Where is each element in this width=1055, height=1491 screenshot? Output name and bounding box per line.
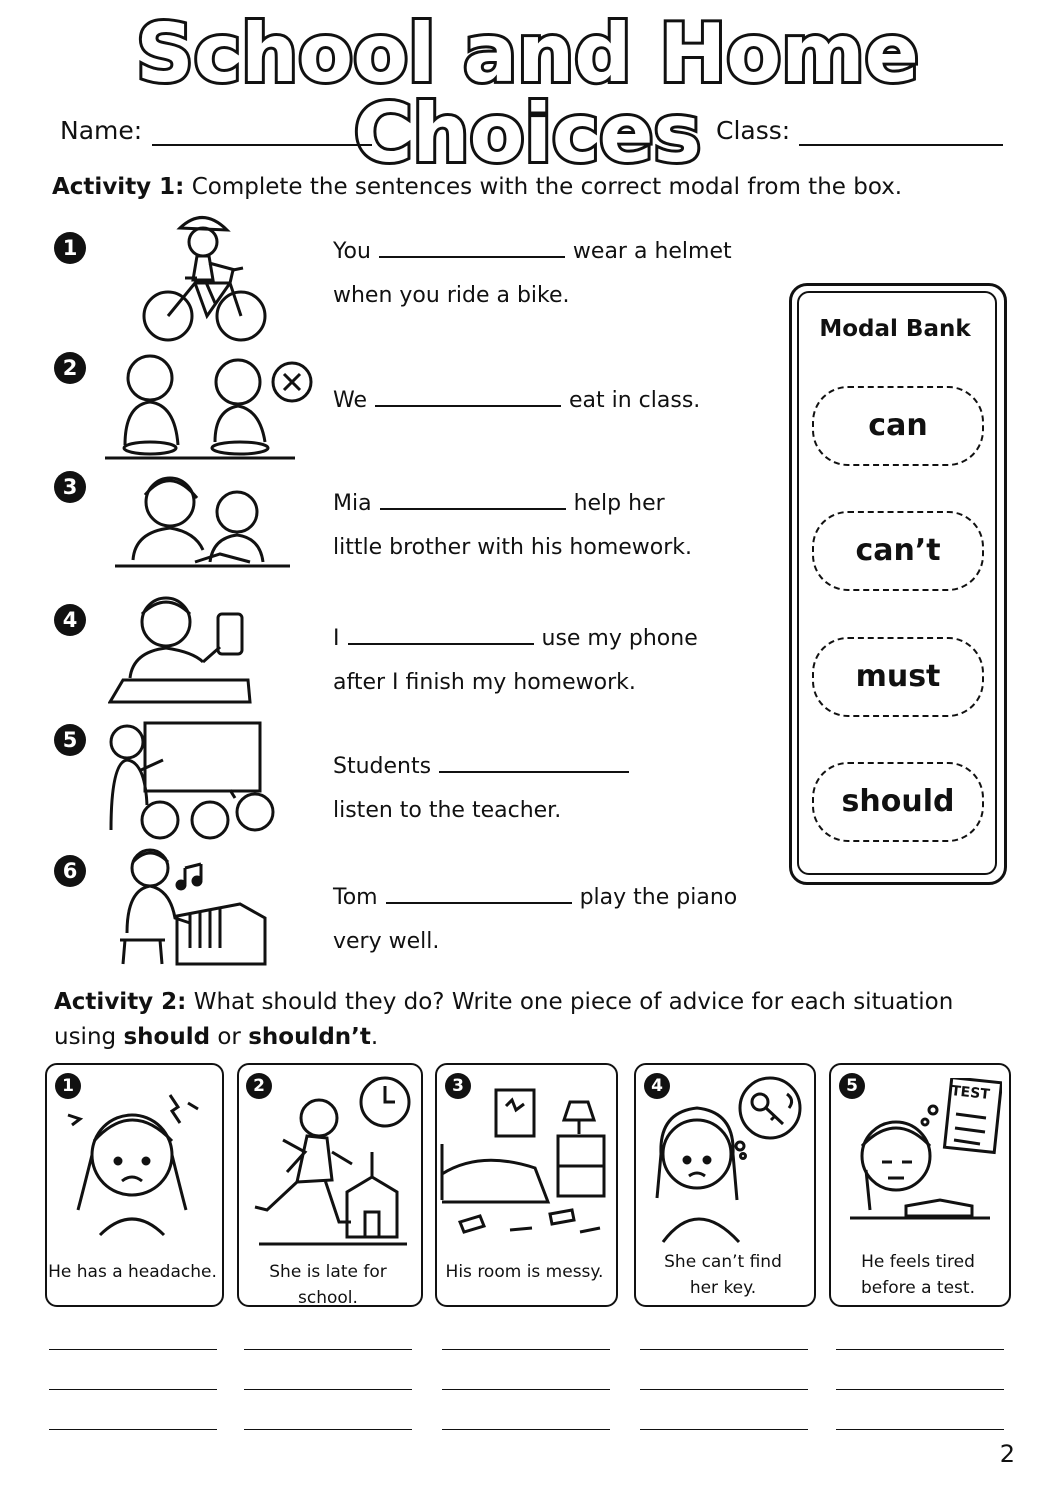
sentence-6 (333, 876, 737, 964)
child-riding-bike-icon (135, 208, 270, 343)
modal-word-must[interactable]: must (812, 637, 984, 717)
answer-blank[interactable] (379, 234, 565, 258)
writing-line[interactable] (49, 1389, 217, 1390)
boy-playing-piano-icon (115, 848, 270, 966)
girl-helping-brother-icon (115, 470, 290, 570)
card-number: 1 (55, 1073, 81, 1099)
item-number: 4 (54, 604, 86, 636)
activity2-instruction-part: . (370, 1024, 379, 1050)
item-number: 6 (54, 855, 86, 887)
messy-room-icon (440, 1082, 610, 1247)
answer-blank[interactable] (380, 486, 566, 510)
sentence-text: Students (333, 754, 432, 779)
keyword-should: should (123, 1024, 211, 1050)
writing-line[interactable] (244, 1349, 412, 1350)
sentence-5 (333, 745, 637, 833)
page-title: School and Home Choices (136, 7, 919, 180)
sentence-3 (333, 482, 692, 570)
sentence-text: Tom (333, 885, 378, 910)
card-caption (634, 1249, 812, 1301)
sentence-text: use my phone (541, 626, 698, 651)
answer-blank[interactable] (439, 749, 629, 773)
sentence-text: I (333, 626, 340, 651)
writing-line[interactable] (49, 1429, 217, 1430)
girl-running-late-icon (247, 1072, 412, 1247)
teacher-and-students-icon (105, 720, 280, 845)
keyword-shouldnt: shouldn’t (248, 1024, 371, 1050)
card-caption-line: She can’t find (664, 1252, 782, 1272)
writing-line[interactable] (640, 1429, 808, 1430)
test-paper-label: TEST (950, 1083, 991, 1103)
sentence-text: little brother with his homework. (333, 535, 693, 560)
answer-blank[interactable] (375, 383, 561, 407)
card-number: 3 (445, 1073, 471, 1099)
sentence-text: You (333, 239, 371, 264)
sentence-text: help her (573, 491, 665, 516)
activity1-instruction: Complete the sentences with the correct modal from the box. (191, 174, 903, 200)
writing-line[interactable] (836, 1429, 1004, 1430)
activity2-instruction-part: using (54, 1024, 124, 1050)
writing-line[interactable] (49, 1349, 217, 1350)
sentence-text: after I finish my homework. (333, 670, 636, 695)
sentence-1 (333, 230, 732, 318)
card-caption: She is late for school. (269, 1262, 387, 1308)
item-number: 3 (54, 471, 86, 503)
writing-line[interactable] (640, 1389, 808, 1390)
activity1-label: Activity 1: (52, 174, 185, 200)
writing-line[interactable] (442, 1349, 610, 1350)
page-number: 2 (999, 1440, 1015, 1468)
item-number: 5 (54, 724, 86, 756)
writing-line[interactable] (836, 1389, 1004, 1390)
card-caption-line: before a test. (861, 1278, 975, 1298)
children-eating-icon (100, 350, 315, 462)
sentence-text: very well. (333, 929, 440, 954)
activity2-heading (54, 985, 953, 1055)
card-caption (829, 1249, 1007, 1301)
boy-with-phone-icon (108, 592, 253, 707)
card-number: 5 (839, 1073, 865, 1099)
name-field[interactable] (152, 144, 372, 146)
writing-line[interactable] (640, 1349, 808, 1350)
activity1-heading (52, 174, 902, 200)
modal-word-cant[interactable]: can’t (812, 511, 984, 591)
writing-line[interactable] (442, 1429, 610, 1430)
writing-line[interactable] (244, 1389, 412, 1390)
card-caption: His room is messy. (445, 1262, 604, 1282)
card-number: 2 (246, 1073, 272, 1099)
card-caption-line: He feels tired (861, 1252, 975, 1272)
sentence-text: eat in class. (569, 388, 701, 413)
sentence-text: listen to the teacher. (333, 798, 562, 823)
card-number: 4 (644, 1073, 670, 1099)
sentence-text: wear a helmet (572, 239, 732, 264)
activity2-instruction: What should they do? Write one piece of advice for each situation (193, 989, 954, 1015)
modal-bank-title: Modal Bank (819, 316, 971, 342)
answer-blank[interactable] (348, 621, 534, 645)
class-label: Class: (716, 116, 791, 145)
activity2-instruction-part: or (210, 1024, 249, 1050)
tired-boy-test-icon (840, 1078, 1002, 1246)
name-label: Name: (60, 116, 143, 145)
sentence-4 (333, 617, 698, 705)
sentence-2 (333, 379, 700, 423)
sentence-text: Mia (333, 491, 372, 516)
item-number: 2 (54, 352, 86, 384)
boy-headache-icon (60, 1085, 205, 1245)
writing-line[interactable] (244, 1429, 412, 1430)
item-number: 1 (54, 232, 86, 264)
sentence-text: We (333, 388, 367, 413)
card-caption: He has a headache. (48, 1262, 217, 1282)
modal-word-can[interactable]: can (812, 386, 984, 466)
card-caption-line: her key. (689, 1278, 757, 1298)
girl-lost-key-icon (645, 1072, 807, 1247)
activity2-label: Activity 2: (54, 989, 187, 1015)
answer-blank[interactable] (386, 880, 572, 904)
sentence-text: when you ride a bike. (333, 283, 570, 308)
sentence-text: play the piano (579, 885, 738, 910)
class-field[interactable] (799, 144, 1003, 146)
writing-line[interactable] (442, 1389, 610, 1390)
modal-word-should[interactable]: should (812, 762, 984, 842)
writing-line[interactable] (836, 1349, 1004, 1350)
